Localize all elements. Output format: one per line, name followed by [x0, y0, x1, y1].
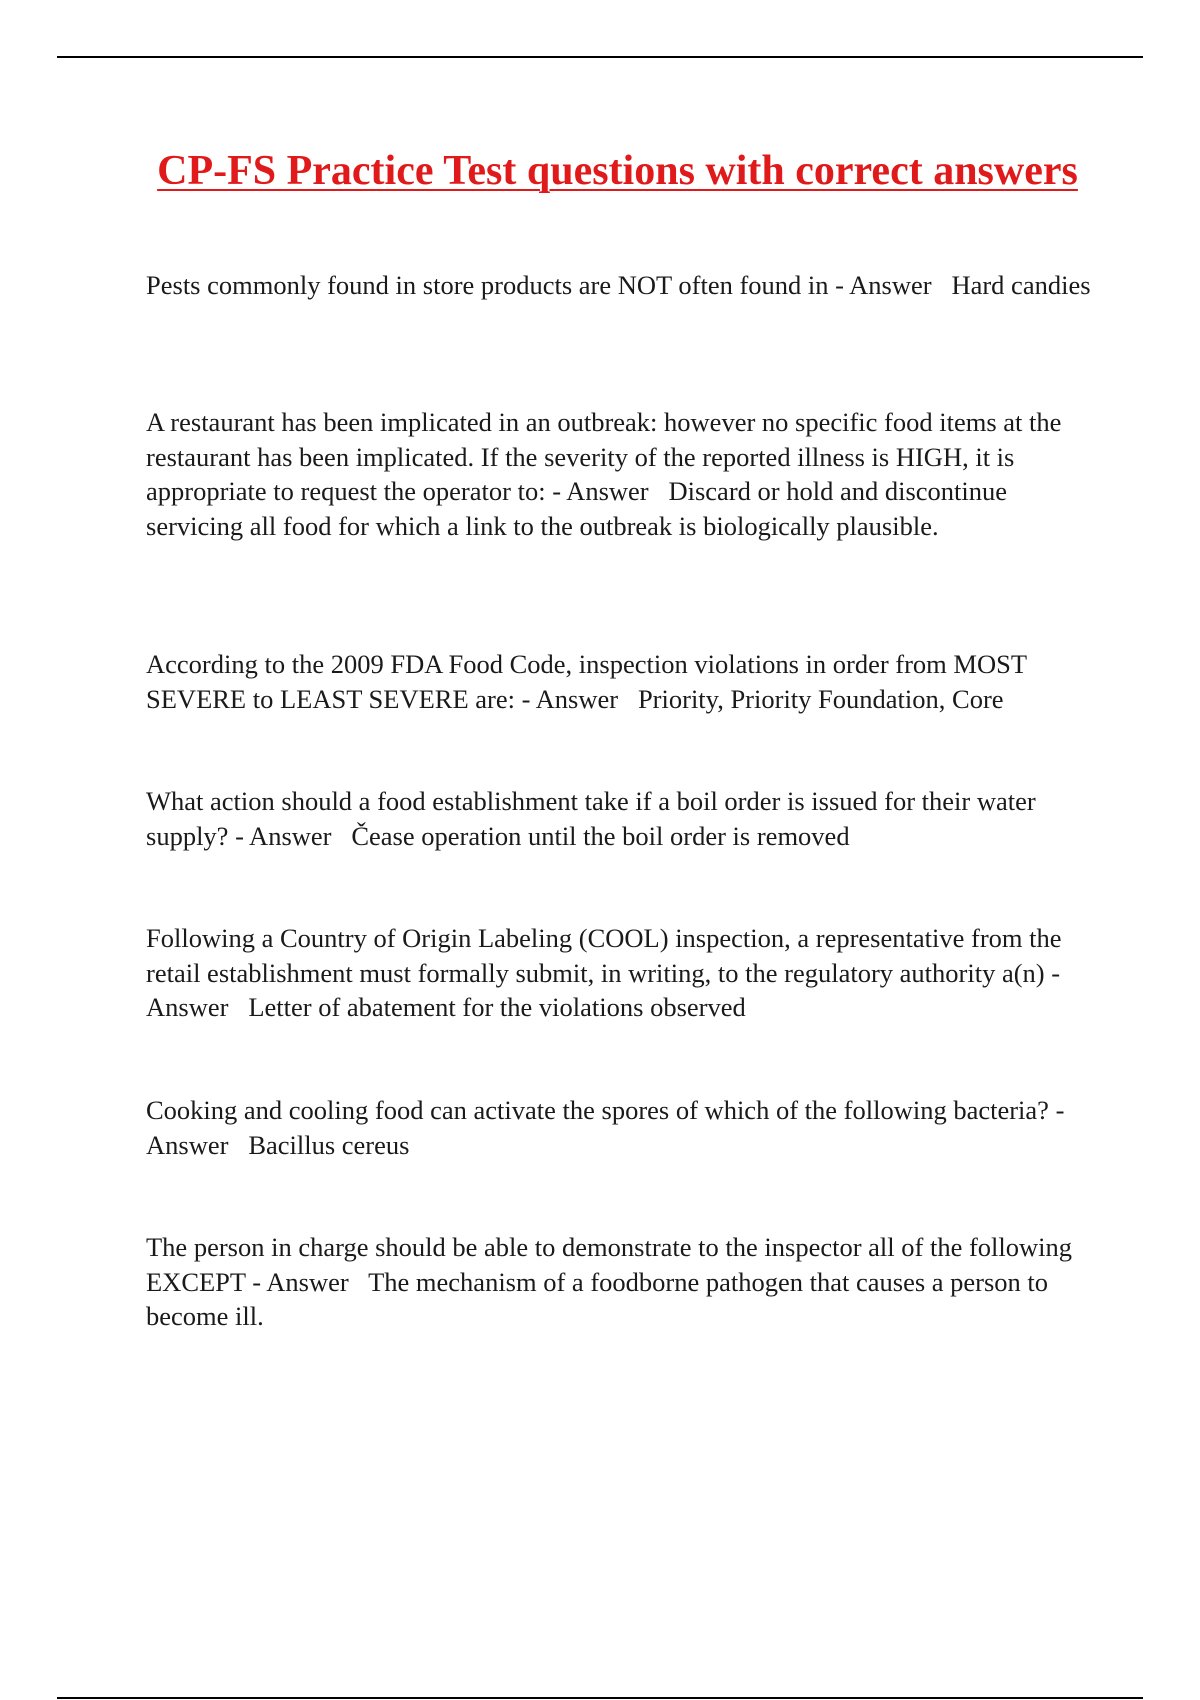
- answer-label: - Answer: [235, 820, 332, 851]
- answer-label: - Answer: [835, 270, 932, 300]
- qa-item: [146, 405, 1106, 647]
- question-text: A restaurant has been implicated in an outbreak: however no specific food items at the restaurant has been implicated. If the severity of the reported illness is HIGH, it is appropriate to request the operator to:: [146, 407, 1062, 506]
- question-text: Cooking and cooling food can activate the spores of which of the following bacteria?: [146, 1095, 1049, 1125]
- qa-item: [146, 268, 1106, 405]
- answer-text: Discard or hold and discontinue servicing all food for which a link to the outbreak is biologically plausible.: [146, 476, 1008, 541]
- answer-text: Čease operation until the boil order is removed: [351, 820, 850, 851]
- answer-text: Letter of abatement for the violations observed: [248, 992, 746, 1022]
- answer-label: - Answer: [252, 1266, 349, 1297]
- answer-text: Hard candies: [951, 270, 1091, 300]
- qa-item: [146, 784, 1106, 921]
- answer-text: The mechanism of a foodborne pathogen that causes a person to become ill.: [146, 1266, 1049, 1331]
- qa-item: [146, 1093, 1106, 1230]
- qa-list: [146, 268, 1106, 1340]
- bottom-rule: [57, 1697, 1143, 1699]
- answer-label: - Answer: [146, 1095, 1065, 1160]
- question-text: According to the 2009 FDA Food Code, inspection violations in order from MOST SEVERE to LEAST SEVERE are:: [146, 649, 1027, 714]
- qa-item: [146, 1230, 1106, 1340]
- answer-label: - Answer: [146, 957, 1061, 1022]
- question-text: What action should a food establishment take if a boil order is issued for their water supply?: [146, 786, 1036, 851]
- question-text: The person in charge should be able to demonstrate to the inspector all of the following EXCEPT: [146, 1232, 1073, 1297]
- question-text: Pests commonly found in store products are NOT often found in: [146, 270, 829, 300]
- answer-label: - Answer: [521, 683, 619, 714]
- top-rule: [57, 56, 1143, 58]
- document-title: CP-FS Practice Test questions with correct answers: [157, 148, 1078, 194]
- answer-text: Bacillus cereus: [248, 1129, 410, 1160]
- qa-item: [146, 647, 1106, 784]
- question-text: Following a Country of Origin Labeling (COOL) inspection, a representative from the retail establishment must formally submit, in writing, to the regulatory authority a(n): [146, 923, 1062, 988]
- answer-label: - Answer: [552, 476, 649, 506]
- answer-text: Priority, Priority Foundation, Core: [637, 683, 1004, 714]
- qa-item: [146, 921, 1106, 1093]
